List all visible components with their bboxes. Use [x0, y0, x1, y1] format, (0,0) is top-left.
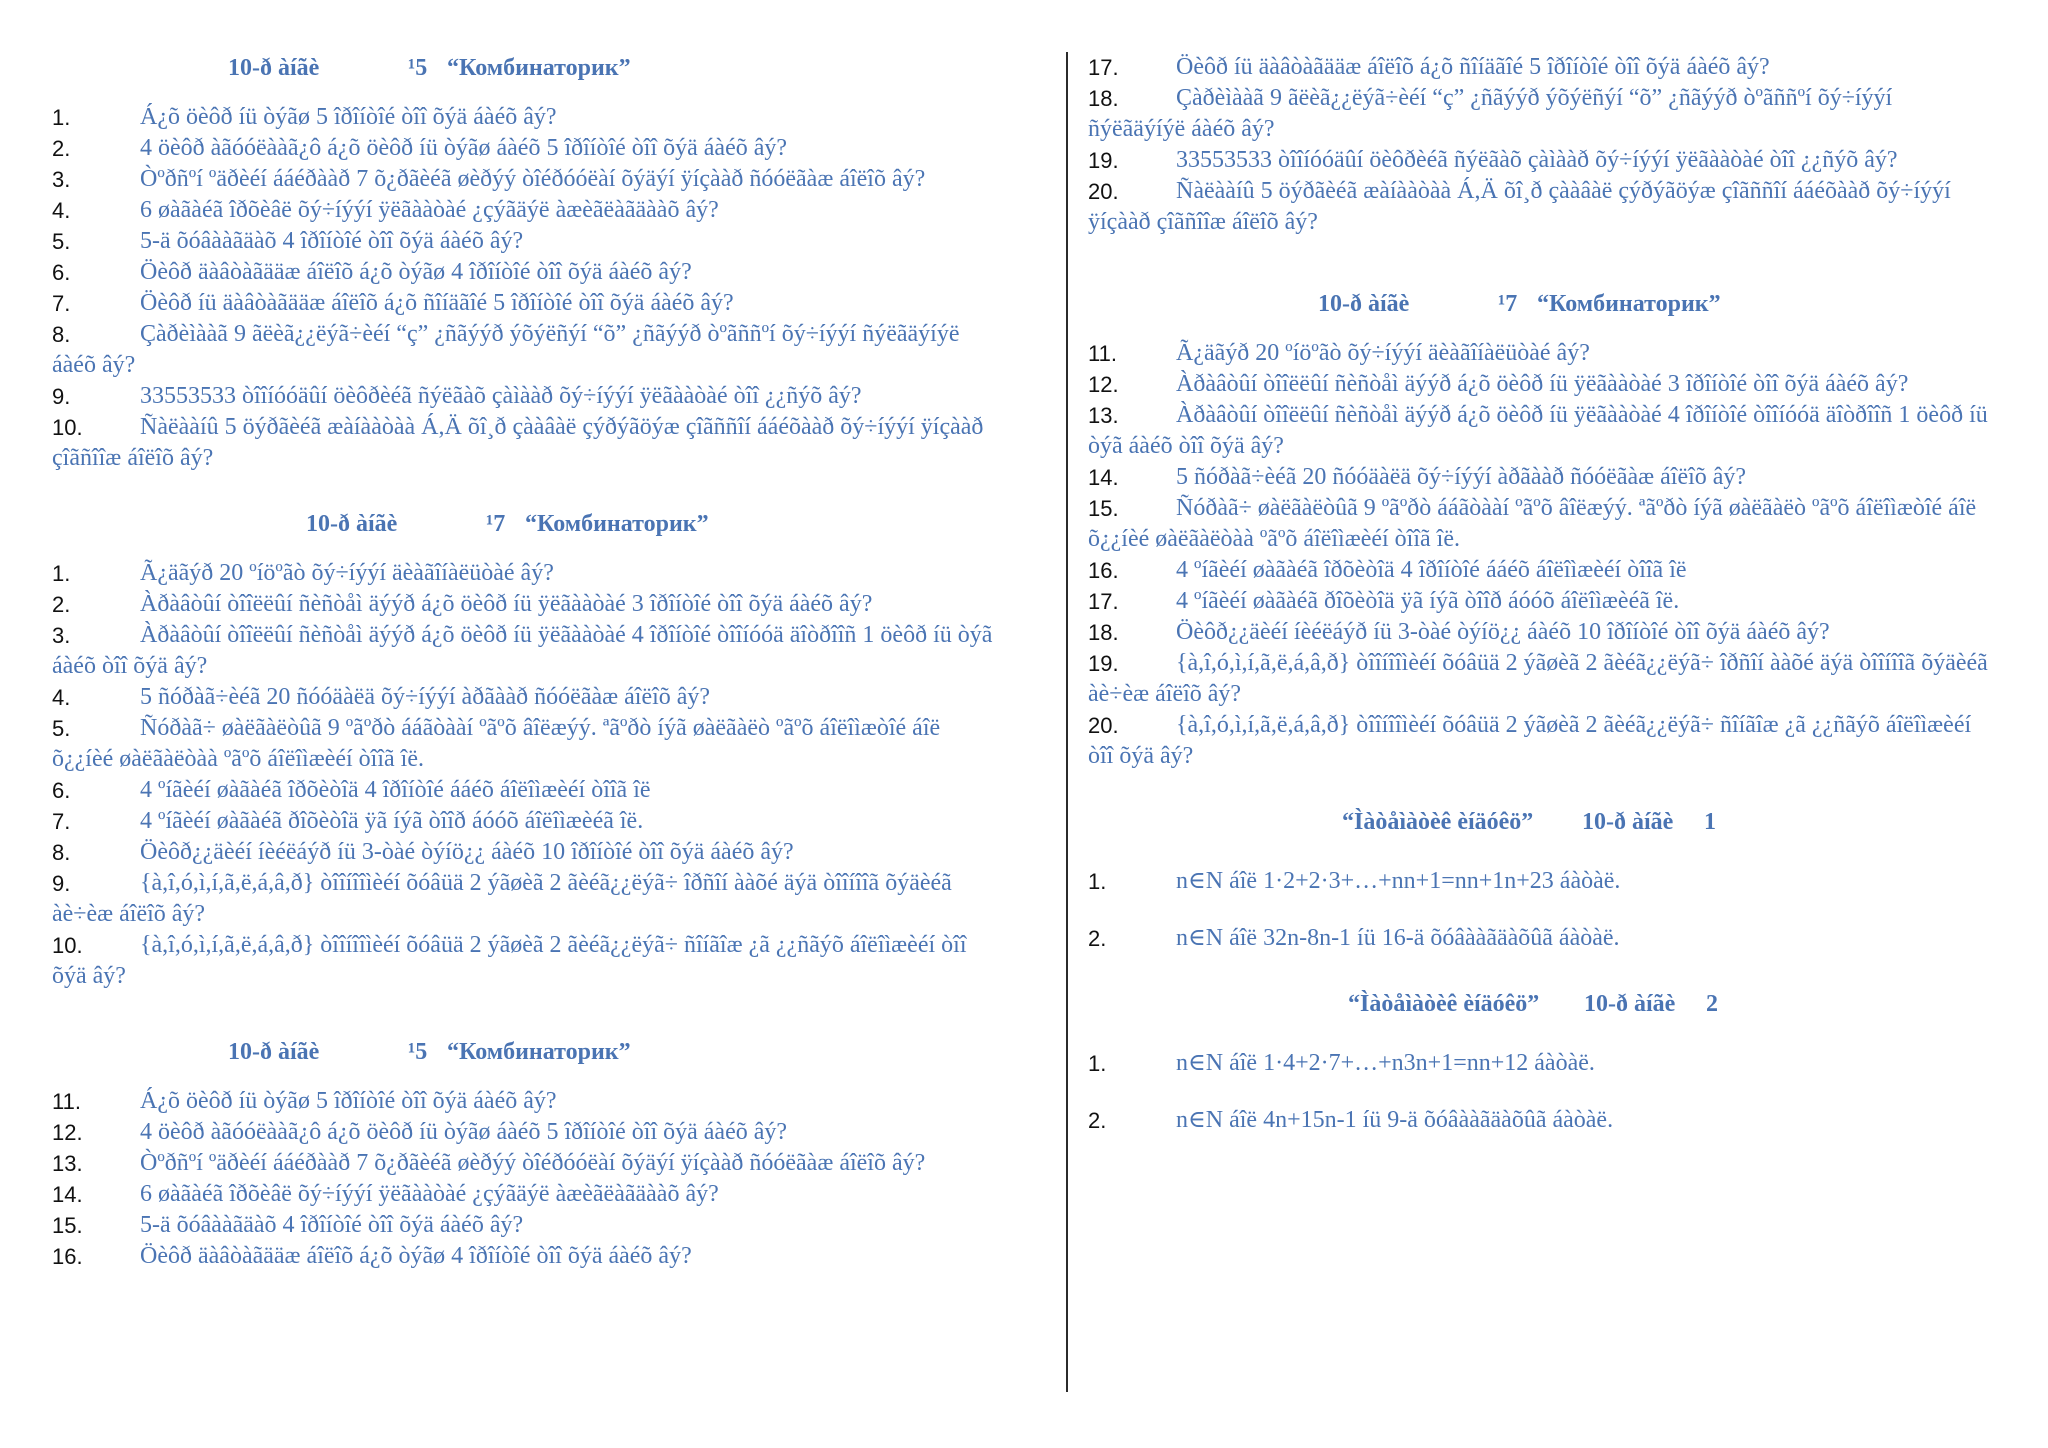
item-number: 11.: [52, 1089, 81, 1114]
list-item: [52, 682, 1000, 713]
item-number: 4.: [52, 685, 71, 710]
heading-number: 1: [1704, 809, 1716, 835]
heading-title: “Ìàòåìàòèê èíäóêö”: [1342, 809, 1534, 835]
item-text: 4 ºíãèéí øàãàéã ðîõèòîä ÿã íýã òîîð áóóõ áîëîìæèéã îë.: [1176, 588, 1680, 614]
section-heading: [52, 1036, 1000, 1068]
item-text: Àðàâòûí òîîëëûí ñèñòåì äýýð á¿õ öèôð íü ÿëãààòàé 3 îðîíòîé òîî õýä áàéõ âý?: [1176, 371, 1909, 397]
heading-title: “Ìàòåìàòèê èíäóêö”: [1348, 991, 1540, 1017]
list-item: [52, 195, 1000, 226]
item-text: Öèôð¿¿äèéí íèéëáýð íü 3-òàé òýíö¿¿ áàéõ 10 îðîíòîé òîî õýä áàéõ âý?: [140, 839, 794, 865]
item-number: 14.: [1088, 465, 1119, 490]
item-number: 5.: [52, 716, 71, 741]
item-text: Àðàâòûí òîîëëûí ñèñòåì äýýð á¿õ öèôð íü ÿëãààòàé 4 îðîíòîé òîîíóóä äîòðîîñ 1 öèôð íü òýã áàéõ òîî õýä âý?: [52, 622, 993, 679]
item-number: 20.: [1088, 179, 1119, 204]
section-heading: [1088, 988, 1992, 1020]
list-item: [52, 288, 1000, 319]
list-item: [1088, 923, 1992, 954]
list-item: [1088, 83, 1992, 145]
list-item: [52, 257, 1000, 288]
item-text: Öèôð¿¿äèéí íèéëáýð íü 3-òàé òýíö¿¿ áàéõ 10 îðîíòîé òîî õýä áàéõ âý?: [1176, 619, 1830, 645]
item-number: 3.: [52, 623, 71, 648]
list-item: [52, 133, 1000, 164]
item-text: {à,î,ó,ì,í,ã,ë,á,â,ð} òîîíîîìèéí õóâüä 2 ýãøèã 2 ãèéã¿¿ëýã÷ îðñîí ààõé äýä òîîíîîã õýäèéã àè÷èæ áîëîõ âý?: [1088, 650, 1988, 707]
item-number: 20.: [1088, 713, 1119, 738]
list-item: [52, 930, 1000, 992]
item-number: 10.: [52, 933, 83, 958]
item-number: 11.: [1088, 341, 1117, 366]
proof-list: [1088, 866, 1992, 954]
list-item: [52, 164, 1000, 195]
item-number: 13.: [1088, 403, 1119, 428]
list-item: [52, 806, 1000, 837]
list-item: [52, 589, 1000, 620]
heading-class: 10-ð àíãè: [228, 55, 320, 81]
item-number: 1.: [52, 561, 71, 586]
list-item: [52, 868, 1000, 930]
left-column: [52, 52, 1000, 1306]
item-number: 19.: [1088, 148, 1119, 173]
heading-title: “Комбинаторик”: [447, 55, 631, 81]
list-item: [1088, 586, 1992, 617]
item-text: Ñóðàã÷ øàëãàëòûã 9 ºãºðò ááãòààí ºãºõ âîëæýý. ªãºðò íýã øàëãàëò ºãºõ áîëîìæòîé áîë õ¿¿íèé øàëãàëòàà ºãºõ áîëîìæèéí òîîã îë.: [1088, 495, 1977, 552]
item-text: n∈N áîë 1·2+2·3+…+nn+1=nn+1n+23 áàòàë.: [1176, 868, 1621, 894]
item-text: n∈N áîë 4n+15n-1 íü 9-ä õóâààãäàõûã áàòàë.: [1176, 1107, 1614, 1133]
question-list: [52, 102, 1000, 474]
item-number: 17.: [1088, 589, 1119, 614]
item-number: 15.: [1088, 496, 1119, 521]
heading-number: ¹5: [408, 1039, 428, 1065]
section-heading: [52, 508, 1000, 540]
item-text: 33553533 òîîíóóäûí öèôðèéã ñýëãàõ çàìààð õý÷íýýí ÿëãààòàé òîî ¿¿ñýõ âý?: [140, 383, 862, 409]
list-item: [52, 713, 1000, 775]
proof-list: [1088, 1048, 1992, 1136]
heading-title: “Комбинаторик”: [1537, 291, 1721, 317]
list-item: [1088, 493, 1992, 555]
item-text: Öèôð íü äàâòàãääæ áîëîõ á¿õ ñîíäãîé 5 îðîíòîé òîî õýä áàéõ âý?: [1176, 54, 1770, 80]
heading-number: 2: [1706, 991, 1718, 1017]
item-number: 3.: [52, 167, 71, 192]
left-section-1: [52, 52, 1000, 474]
item-number: 2.: [1088, 1108, 1107, 1133]
list-item: [1088, 617, 1992, 648]
item-text: Ã¿äãýð 20 ºíöºãò õý÷íýýí äèàãîíàëüòàé âý?: [140, 560, 554, 586]
item-text: 4 öèôð àãóóëààã¿ô á¿õ öèôð íü òýãø áàéõ 5 îðîíòîé òîî õýä áàéõ âý?: [140, 135, 788, 161]
item-number: 10.: [52, 415, 83, 440]
item-number: 7.: [52, 809, 71, 834]
list-item: [52, 620, 1000, 682]
item-number: 16.: [1088, 558, 1119, 583]
item-text: 5-ä õóâààãäàõ 4 îðîíòîé òîî õýä áàéõ âý?: [140, 228, 524, 254]
item-text: 4 ºíãèéí øàãàéã îðõèòîä 4 îðîíòîé ááéõ áîëîìæèéí òîîã îë: [1176, 557, 1687, 583]
item-number: 2.: [1088, 926, 1107, 951]
item-number: 7.: [52, 291, 71, 316]
item-text: {à,î,ó,ì,í,ã,ë,á,â,ð} òîîíîîìèéí õóâüä 2 ýãøèã 2 ãèéã¿¿ëýã÷ ñîíãîæ ¿ã ¿¿ñãýõ áîëîìæèéí òîî õýä âý?: [1088, 712, 1972, 769]
list-item: [1088, 176, 1992, 238]
item-text: Ñóðàã÷ øàëãàëòûã 9 ºãºðò ááãòààí ºãºõ âîëæýý. ªãºðò íýã øàëãàëò ºãºõ áîëîìæòîé áîë õ¿¿íèé øàëãàëòàà ºãºõ áîëîìæèéí òîîã îë.: [52, 715, 941, 772]
item-number: 12.: [1088, 372, 1119, 397]
item-text: Ñàëààíû 5 öýðãèéã æàíààòàà Á,Ä õî¸ð çààâàë çýðýãöýæ çîãññîí ááéõààð õý÷íýýí ÿíçààð çîãñîîæ áîëîõ âý?: [1088, 178, 1951, 235]
list-item: [1088, 866, 1992, 897]
column-divider: [1066, 52, 1068, 1392]
item-number: 5.: [52, 229, 71, 254]
list-item: [52, 381, 1000, 412]
item-text: 5-ä õóâààãäàõ 4 îðîíòîé òîî õýä áàéõ âý?: [140, 1212, 524, 1238]
heading-title: “Комбинаторик”: [447, 1039, 631, 1065]
item-number: 8.: [52, 840, 71, 865]
item-number: 13.: [52, 1151, 83, 1176]
right-column: [1088, 52, 1992, 1170]
list-item: [1088, 1048, 1992, 1079]
item-text: Öèôð íü äàâòàãääæ áîëîõ á¿õ ñîíäãîé 5 îðîíòîé òîî õýä áàéõ âý?: [140, 290, 734, 316]
item-text: Ã¿äãýð 20 ºíöºãò õý÷íýýí äèàãîíàëüòàé âý?: [1176, 340, 1590, 366]
item-text: n∈N áîë 32n-8n-1 íü 16-ä õóâààãäàõûã áàòàë.: [1176, 925, 1620, 951]
list-item: [1088, 710, 1992, 772]
list-item: [1088, 1105, 1992, 1136]
item-number: 12.: [52, 1120, 83, 1145]
question-list: [52, 1086, 1000, 1272]
item-text: Àðàâòûí òîîëëûí ñèñòåì äýýð á¿õ öèôð íü ÿëãààòàé 4 îðîíòîé òîîíóóä äîòðîîñ 1 öèôð íü òýã áàéõ òîî õýä âý?: [1088, 402, 1988, 459]
list-item: [1088, 338, 1992, 369]
item-text: Á¿õ öèôð íü òýãø 5 îðîíòîé òîî õýä áàéõ âý?: [140, 104, 557, 130]
list-item: [52, 226, 1000, 257]
heading-class: 10-ð àíãè: [1318, 291, 1410, 317]
list-item: [1088, 369, 1992, 400]
item-text: Òºðñºí ºäðèéí ááéðààð 7 õ¿ðãèéã øèðýý òîéðóóëàí õýäýí ÿíçààð ñóóëãàæ áîëîõ âý?: [140, 1150, 926, 1176]
item-text: Òºðñºí ºäðèéí ááéðààð 7 õ¿ðãèéã øèðýý òîéðóóëàí õýäýí ÿíçààð ñóóëãàæ áîëîõ âý?: [140, 166, 926, 192]
item-text: 4 ºíãèéí øàãàéã ðîõèòîä ÿã íýã òîîð áóóõ áîëîìæèéã îë.: [140, 808, 644, 834]
list-item: [1088, 462, 1992, 493]
item-number: 6.: [52, 260, 71, 285]
item-text: {à,î,ó,ì,í,ã,ë,á,â,ð} òîîíîîìèéí õóâüä 2 ýãøèã 2 ãèéã¿¿ëýã÷ îðñîí ààõé äýä òîîíîîã õýäèéã àè÷èæ áîëîõ âý?: [52, 870, 952, 927]
item-number: 9.: [52, 871, 71, 896]
heading-number: ¹7: [1498, 291, 1518, 317]
item-number: 2.: [52, 136, 71, 161]
item-text: Çàðèìààã 9 ãëèã¿¿ëýã÷èéí “ç” ¿ñãýýð ýõýëñýí “õ” ¿ñãýýð òºãññºí õý÷íýýí ñýëãäýíýë áàéõ âý?: [1088, 85, 1893, 142]
item-text: Öèôð äàâòàãääæ áîëîõ á¿õ òýãø 4 îðîíòîé òîî õýä áàéõ âý?: [140, 259, 692, 285]
left-section-3: [52, 1036, 1000, 1272]
list-item: [52, 1210, 1000, 1241]
right-section-2: [1088, 288, 1992, 772]
list-item: [52, 1148, 1000, 1179]
list-item: [1088, 145, 1992, 176]
list-item: [52, 1117, 1000, 1148]
item-text: Çàðèìààã 9 ãëèã¿¿ëýã÷èéí “ç” ¿ñãýýð ýõýëñýí “õ” ¿ñãýýð òºãññºí õý÷íýýí ñýëãäýíýë áàéõ âý?: [52, 321, 960, 378]
right-section-1-continued: [1088, 52, 1992, 238]
item-number: 15.: [52, 1213, 83, 1238]
question-list: [1088, 338, 1992, 772]
question-list: [1088, 52, 1992, 238]
right-section-induction-2: [1088, 988, 1992, 1136]
item-text: Á¿õ öèôð íü òýãø 5 îðîíòîé òîî õýä áàéõ âý?: [140, 1088, 557, 1114]
list-item: [52, 102, 1000, 133]
item-text: Öèôð äàâòàãääæ áîëîõ á¿õ òýãø 4 îðîíòîé òîî õýä áàéõ âý?: [140, 1243, 692, 1269]
item-number: 17.: [1088, 55, 1119, 80]
item-number: 18.: [1088, 86, 1119, 111]
heading-number: ¹5: [408, 55, 428, 81]
item-text: 6 øàãàéã îðõèâë õý÷íýýí ÿëãààòàé ¿çýãäýë àæèãëàãäààõ âý?: [140, 1181, 719, 1207]
item-text: 4 ºíãèéí øàãàéã îðõèòîä 4 îðîíòîé ááéõ áîëîìæèéí òîîã îë: [140, 777, 651, 803]
item-text: 33553533 òîîíóóäûí öèôðèéã ñýëãàõ çàìààð õý÷íýýí ÿëãààòàé òîî ¿¿ñýõ âý?: [1176, 147, 1898, 173]
heading-class: 10-ð àíãè: [228, 1039, 320, 1065]
list-item: [1088, 555, 1992, 586]
heading-class: 10-ð àíãè: [1584, 991, 1676, 1017]
item-number: 8.: [52, 322, 71, 347]
item-number: 19.: [1088, 651, 1119, 676]
item-number: 9.: [52, 384, 71, 409]
item-text: n∈N áîë 1·4+2·7+…+n3n+1=nn+12 áàòàë.: [1176, 1050, 1595, 1076]
list-item: [1088, 400, 1992, 462]
item-number: 1.: [1088, 1051, 1107, 1076]
item-number: 4.: [52, 198, 71, 223]
section-heading: [52, 52, 1000, 84]
heading-class: 10-ð àíãè: [1582, 809, 1674, 835]
item-number: 6.: [52, 778, 71, 803]
item-text: 6 øàãàéã îðõèâë õý÷íýýí ÿëãààòàé ¿çýãäýë àæèãëàãäààõ âý?: [140, 197, 719, 223]
item-number: 2.: [52, 592, 71, 617]
list-item: [52, 558, 1000, 589]
section-heading: [1088, 288, 1992, 320]
list-item: [1088, 648, 1992, 710]
item-text: 4 öèôð àãóóëààã¿ô á¿õ öèôð íü òýãø áàéõ 5 îðîíòîé òîî õýä áàéõ âý?: [140, 1119, 788, 1145]
heading-class: 10-ð àíãè: [306, 511, 398, 537]
left-section-2: [52, 508, 1000, 992]
heading-number: ¹7: [486, 511, 506, 537]
item-number: 16.: [52, 1244, 83, 1269]
question-list: [52, 558, 1000, 992]
list-item: [52, 1086, 1000, 1117]
item-number: 18.: [1088, 620, 1119, 645]
list-item: [52, 775, 1000, 806]
list-item: [52, 412, 1000, 474]
list-item: [52, 1179, 1000, 1210]
item-text: 5 ñóðàã÷èéã 20 ñóóäàëä õý÷íýýí àðãààð ñóóëãàæ áîëîõ âý?: [140, 684, 711, 710]
right-section-induction-1: [1088, 806, 1992, 954]
item-text: Àðàâòûí òîîëëûí ñèñòåì äýýð á¿õ öèôð íü ÿëãààòàé 3 îðîíòîé òîî õýä áàéõ âý?: [140, 591, 873, 617]
heading-title: “Комбинаторик”: [525, 511, 709, 537]
item-number: 14.: [52, 1182, 83, 1207]
item-text: {à,î,ó,ì,í,ã,ë,á,â,ð} òîîíîîìèéí õóâüä 2 ýãøèã 2 ãèéã¿¿ëýã÷ ñîíãîæ ¿ã ¿¿ñãýõ áîëîìæèéí òîî õýä âý?: [52, 932, 967, 989]
list-item: [52, 837, 1000, 868]
list-item: [52, 319, 1000, 381]
item-text: Ñàëààíû 5 öýðãèéã æàíààòàà Á,Ä õî¸ð çààâàë çýðýãöýæ çîãññîí ááéõààð õý÷íýýí ÿíçààð çîãñîîæ áîëîõ âý?: [52, 414, 984, 471]
section-heading: [1088, 806, 1992, 838]
item-number: 1.: [52, 105, 71, 130]
item-text: 5 ñóðàã÷èéã 20 ñóóäàëä õý÷íýýí àðãààð ñóóëãàæ áîëîõ âý?: [1176, 464, 1747, 490]
list-item: [52, 1241, 1000, 1272]
list-item: [1088, 52, 1992, 83]
item-number: 1.: [1088, 869, 1107, 894]
